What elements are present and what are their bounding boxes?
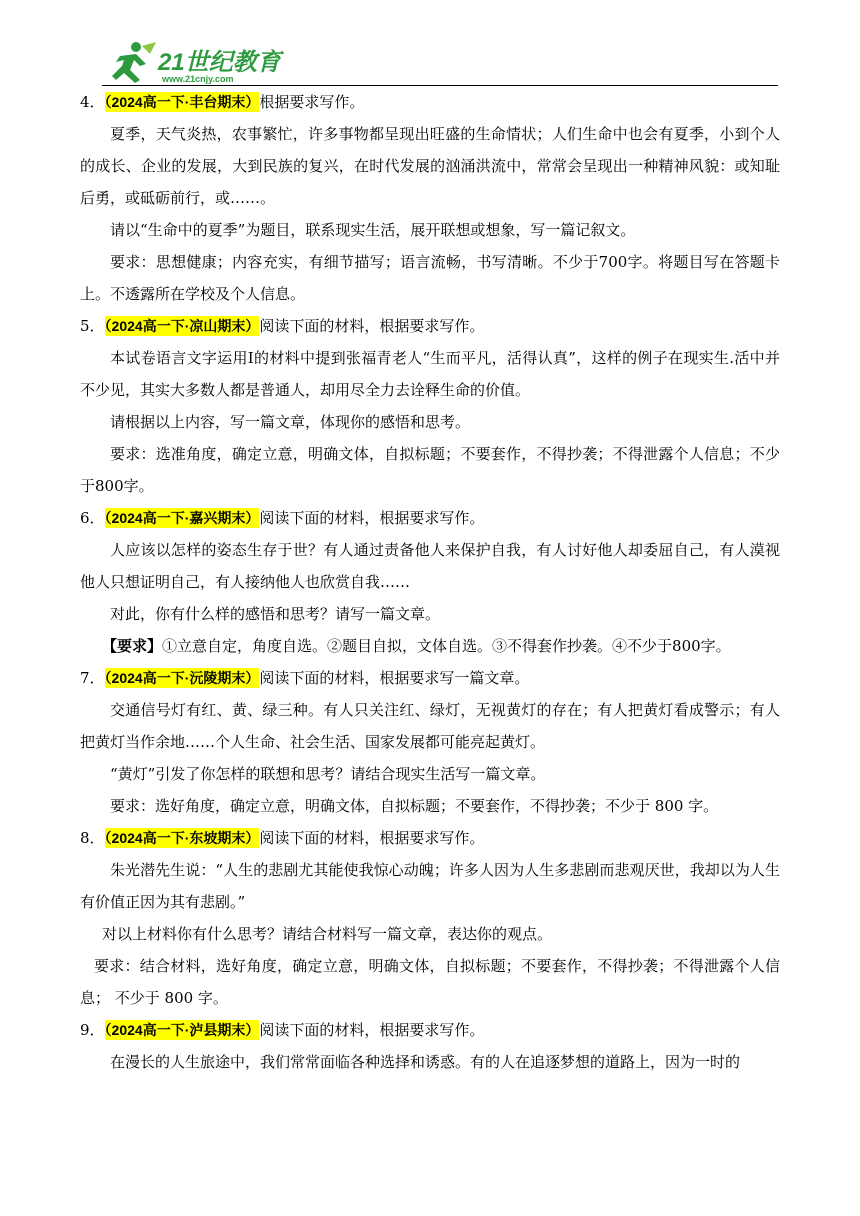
question-prompt: 阅读下面的材料，根据要求写一篇文章。 — [259, 669, 530, 687]
question-prompt: 阅读下面的材料，根据要求写作。 — [259, 1021, 485, 1039]
source-tag: （2024高一下·嘉兴期末） — [104, 510, 260, 526]
source-tag: （2024高一下·丰台期末） — [104, 94, 260, 110]
question-number: 9． — [80, 1021, 105, 1039]
question-number: 5． — [80, 317, 105, 335]
question-8 — [80, 822, 780, 1014]
question-9 — [80, 1014, 780, 1078]
paragraph: 本试卷语言文字运用Ⅰ的材料中提到张福青老人“生而平凡，活得认真”，这样的例子在现实生.活中并不少见，其实大多数人都是普通人，却用尽全力去诠释生命的价值。 — [80, 349, 780, 399]
question-prompt: 根据要求写作。 — [259, 93, 365, 111]
question-number: 6． — [80, 509, 105, 527]
question-prompt: 阅读下面的材料，根据要求写作。 — [259, 829, 485, 847]
requirements-tag: 【要求】 — [102, 637, 163, 655]
question-prompt: 阅读下面的材料，根据要求写作。 — [259, 317, 485, 335]
paragraph: 对此，你有什么样的感悟和思考？请写一篇文章。 — [110, 605, 441, 623]
question-4 — [80, 86, 780, 310]
paragraph: 朱光潜先生说：“人生的悲剧尤其能使我惊心动魄；许多人因为人生多悲剧而悲观厌世，我却以为人生 有价值正因为其有悲剧。” — [80, 861, 780, 911]
requirements: 要求：选好角度，确定立意，明确文体，自拟标题；不要套作，不得抄袭；不少于 800 字。 — [110, 797, 719, 815]
requirements: 要求：结合材料，选好角度，确定立意，明确文体，自拟标题；不要套作，不得抄袭；不得泄露个人信息； 不少于 800 字。 — [80, 957, 780, 1007]
question-7 — [80, 662, 780, 822]
paragraph: 夏季，天气炎热，农事繁忙，许多事物都呈现出旺盛的生命情状；人们生命中也会有夏季，小到个人的成长、企业的发展，大到民族的复兴，在时代发展的汹涌洪流中，常常会呈现出一种精神风貌：或知耻后勇，或砥砺前行，或……。 — [80, 125, 780, 207]
question-number: 4． — [80, 93, 105, 111]
paragraph: 人应该以怎样的姿态生存于世？有人通过责备他人来保护自我，有人讨好他人却委屈自己，有人漠视他人只想证明自己，有人接纳他人也欣赏自我…… — [80, 541, 780, 591]
paragraph: 交通信号灯有红、黄、绿三种。有人只关注红、绿灯，无视黄灯的存在；有人把黄灯看成警示；有人把黄灯当作余地……个人生命、社会生活、国家发展都可能亮起黄灯。 — [80, 701, 780, 751]
logo-text: 21世纪教育 — [158, 49, 281, 76]
paragraph: 请以“生命中的夏季”为题目，联系现实生活，展开联想或想象，写一篇记叙文。 — [110, 221, 636, 239]
question-5 — [80, 310, 780, 502]
source-tag: （2024高一下·泸县期末） — [104, 1022, 260, 1038]
requirements-text: ①立意自定，角度自选。②题目自拟，文体自选。③不得套作抄袭。④不少于800字。 — [162, 637, 731, 655]
source-tag: （2024高一下·凉山期末） — [104, 318, 260, 334]
source-tag: （2024高一下·东坡期末） — [104, 830, 260, 846]
requirements: 要求：选准角度，确定立意，明确文体，自拟标题；不要套作，不得抄袭；不得泄露个人信息；不少于800字。 — [80, 445, 780, 495]
runner-icon — [112, 42, 156, 83]
logo — [102, 40, 302, 86]
question-list — [80, 86, 780, 1078]
requirements — [80, 630, 780, 662]
question-prompt: 阅读下面的材料，根据要求写作。 — [259, 509, 485, 527]
question-6 — [80, 502, 780, 662]
paragraph: “黄灯”引发了你怎样的联想和思考？请结合现实生活写一篇文章。 — [110, 765, 546, 783]
source-tag: （2024高一下·沅陵期末） — [104, 670, 260, 686]
question-number: 8． — [80, 829, 105, 847]
requirements: 要求：思想健康；内容充实，有细节描写；语言流畅，书写清晰。不少于700字。将题目写在答题卡上。不透露所在学校及个人信息。 — [80, 253, 780, 303]
logo-url: www.21cnjy.com — [162, 74, 234, 84]
paragraph: 对以上材料你有什么思考？请结合材料写一篇文章，表达你的观点。 — [102, 925, 553, 943]
paragraph: 在漫长的人生旅途中，我们常常面临各种选择和诱惑。有的人在追逐梦想的道路上，因为一时的 — [110, 1053, 741, 1071]
question-number: 7． — [80, 669, 105, 687]
page-header — [102, 40, 778, 86]
paragraph: 请根据以上内容，写一篇文章，体现你的感悟和思考。 — [110, 413, 471, 431]
